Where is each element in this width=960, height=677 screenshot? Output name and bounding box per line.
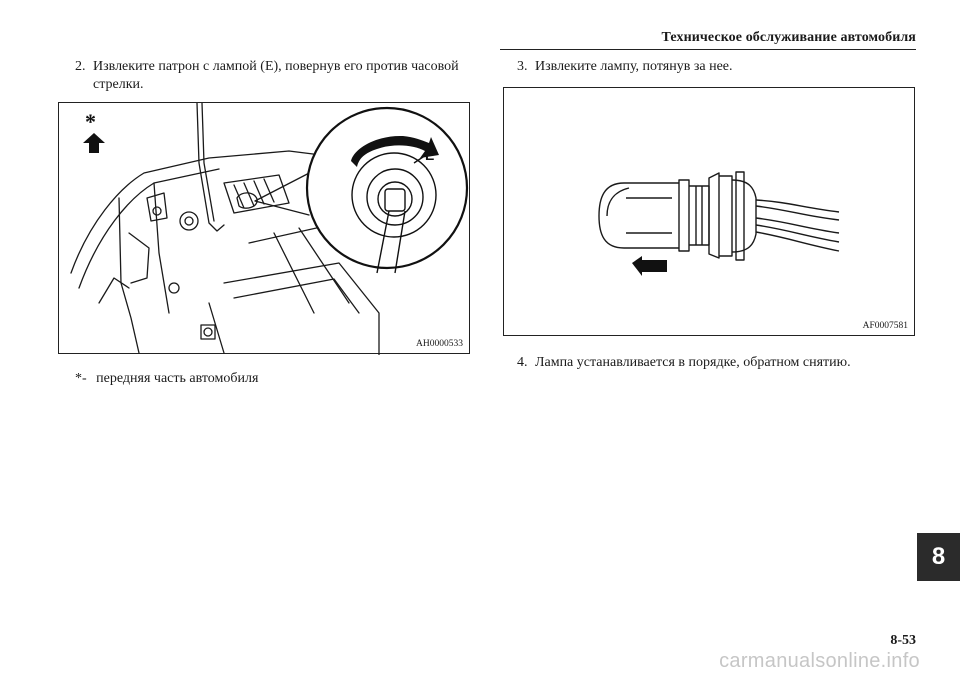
step-2-number: 2.: [75, 59, 86, 74]
step-2-line-2: стрелки.: [93, 77, 144, 92]
figure-bulb-removal: [503, 87, 915, 336]
step-2-line-1: Извлеките патрон с лампой (E), повернув его против часовой: [93, 59, 459, 74]
engine-bay-illustration: [59, 103, 471, 355]
figure-code-right: AF0007581: [862, 321, 908, 331]
chapter-tab: 8: [917, 533, 960, 581]
step-4-text: Лампа устанавливается в порядке, обратном снятию.: [535, 355, 851, 370]
footnote-text: передняя часть автомобиля: [96, 371, 259, 386]
page-number: 8-53: [890, 633, 916, 648]
step-2: [75, 58, 495, 98]
step-3: [517, 58, 917, 78]
footnote-marker: *-: [75, 371, 87, 386]
step-3-text: Извлеките лампу, потянув за нее.: [535, 59, 733, 74]
watermark: carmanualsonline.info: [719, 650, 920, 672]
step-4: [517, 354, 917, 374]
header-rule: [500, 49, 916, 50]
bulb-socket-illustration: [504, 88, 916, 337]
pull-direction-arrow-icon: [632, 256, 667, 276]
step-3-number: 3.: [517, 59, 528, 74]
figure-code-left: AH0000533: [416, 339, 463, 349]
step-4-number: 4.: [517, 355, 528, 370]
magnified-socket-detail: [307, 108, 467, 273]
callout-e: E: [425, 147, 435, 163]
front-asterisk: *: [85, 109, 96, 134]
front-direction-arrow-icon: [83, 133, 105, 153]
figure-headlamp-socket: [58, 102, 470, 354]
footnote: [75, 371, 258, 387]
page-header-title: Техническое обслуживание автомобиля: [661, 30, 916, 45]
